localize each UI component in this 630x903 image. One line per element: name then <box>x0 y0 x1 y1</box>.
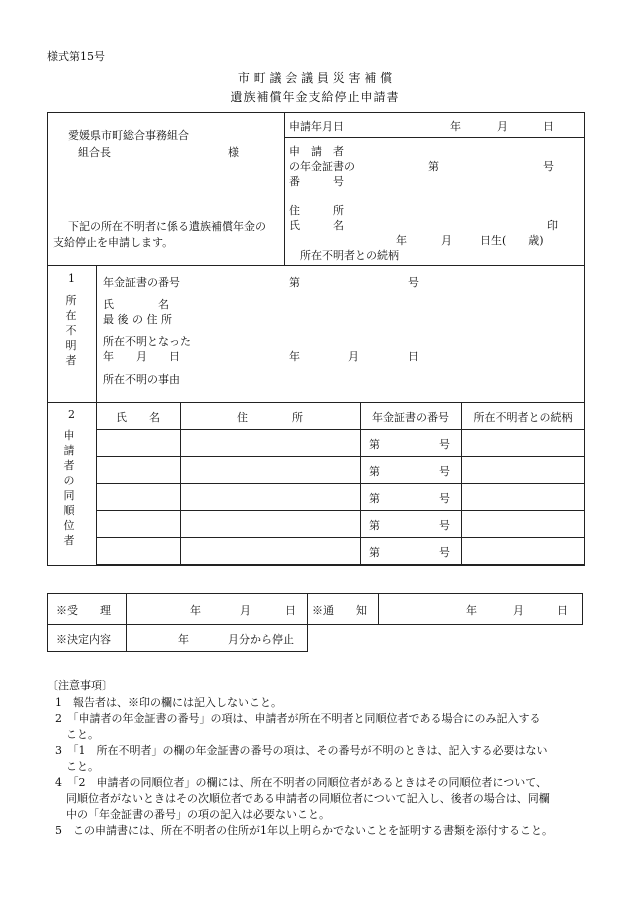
col-header-relation: 所在不明者との続柄 <box>473 411 573 424</box>
birth-year: 年 <box>396 234 407 247</box>
received-year: 年 <box>190 604 201 617</box>
row-dai: 第 <box>369 492 380 505</box>
row-dai: 第 <box>369 465 380 478</box>
received-month: 月 <box>240 604 251 617</box>
row-dai: 第 <box>369 546 380 559</box>
apply-month: 月 <box>497 120 508 133</box>
birth-month: 月 <box>441 234 452 247</box>
note-line: 4 「2 申請者の同順位者」の欄には、所在不明者の同順位者があるときはその同順位者について、 <box>55 776 548 789</box>
missing-address-label: 最 後 の 住 所 <box>103 313 172 326</box>
apply-year: 年 <box>450 120 461 133</box>
name-label: 氏 名 <box>289 219 344 232</box>
address-label: 住 所 <box>289 204 344 217</box>
divider <box>96 429 585 430</box>
applicant-go: 号 <box>543 160 554 173</box>
missing-date-label: 所在不明となった <box>103 335 191 348</box>
row-go: 号 <box>439 492 450 505</box>
addressee-org: 愛媛県市町総合事務組合 <box>68 129 189 142</box>
row-go: 号 <box>439 519 450 532</box>
col-header-pension: 年金証書の番号 <box>372 411 449 424</box>
request-text: 支給停止を申請します。 <box>53 236 174 249</box>
decision-year: 年 <box>178 633 189 646</box>
row-dai: 第 <box>369 438 380 451</box>
apply-date-label: 申請年月日 <box>289 120 344 133</box>
note-line: 2 「申請者の年金証書の番号」の項は、申請者が所在不明者と同順位者である場合にのみ記入する <box>55 712 541 725</box>
divider <box>96 510 585 511</box>
order-section-number: 2 <box>68 408 75 421</box>
divider <box>96 265 97 402</box>
missing-go: 号 <box>408 276 419 289</box>
note-line: こと。 <box>55 760 99 773</box>
note-line: 3 「1 所在不明者」の欄の年金証書の番号の項は、その番号が不明のときは、記入する必要はない <box>55 744 548 757</box>
missing-month: 月 <box>348 350 359 363</box>
title-line1: 市 町 議 会 議 員 災 害 補 償 <box>237 71 393 85</box>
divider <box>96 456 585 457</box>
missing-reason-label: 所在不明の事由 <box>103 373 180 386</box>
missing-name-label: 氏 名 <box>103 298 169 311</box>
divider <box>284 112 285 265</box>
col-header-address: 住 所 <box>237 411 303 424</box>
applicant-pension-label: の年金証書の <box>289 160 355 173</box>
apply-day: 日 <box>543 120 554 133</box>
note-line: 1 報告者は、※印の欄には記入しないこと。 <box>55 696 282 709</box>
addressee-title: 組合長 <box>78 146 111 159</box>
divider <box>378 593 379 625</box>
title-line2: 遺族補償年金支給停止申請書 <box>230 90 400 104</box>
notice-day: 日 <box>557 604 568 617</box>
row-go: 号 <box>439 465 450 478</box>
request-text: 下記の所在不明者に係る遺族補償年金の <box>68 220 266 233</box>
missing-date-label: 年 月 日 <box>103 350 180 363</box>
missing-year: 年 <box>289 350 300 363</box>
notice-month: 月 <box>513 604 524 617</box>
missing-section-number: 1 <box>68 272 75 285</box>
note-line: 5 この申請書には、所在不明者の住所が1年以上明らかでないことを証明する書類を添付すること。 <box>55 824 553 837</box>
applicant-pension-label: 番 号 <box>289 175 344 188</box>
notice-label: ※通 知 <box>312 604 367 617</box>
col-header-name: 氏 名 <box>116 411 160 424</box>
applicant-pension-label: 申 請 者 <box>289 145 344 158</box>
received-day: 日 <box>285 604 296 617</box>
applicant-dai: 第 <box>428 160 439 173</box>
order-section-label: 申請者の同順位者 <box>63 429 75 547</box>
divider <box>96 483 585 484</box>
row-go: 号 <box>439 546 450 559</box>
received-label: ※受 理 <box>56 604 111 617</box>
seal-mark: 印 <box>547 219 558 232</box>
decision-label: ※決定内容 <box>56 633 111 646</box>
row-go: 号 <box>439 438 450 451</box>
decision-month: 月分から停止 <box>228 633 294 646</box>
relation-label: 所在不明者との続柄 <box>300 249 399 262</box>
missing-section-label: 所在不明者 <box>65 294 77 367</box>
note-line: こと。 <box>55 728 99 741</box>
note-line: 同順位者がないときはその次順位者である申請者の同順位者について記入し、後者の場合は、同欄 <box>55 792 550 805</box>
notice-year: 年 <box>466 604 477 617</box>
divider <box>96 537 585 538</box>
row-dai: 第 <box>369 519 380 532</box>
form-number: 様式第15号 <box>47 50 105 63</box>
notes-heading: 〔注意事項〕 <box>47 679 113 692</box>
birth-day-age: 日生( 歳) <box>480 234 544 247</box>
addressee-sama: 様 <box>228 146 239 159</box>
missing-day: 日 <box>408 350 419 363</box>
divider <box>47 265 585 266</box>
missing-dai: 第 <box>289 276 300 289</box>
note-line: 中の「年金証書の番号」の項の記入は必要ないこと。 <box>55 808 330 821</box>
missing-pension-label: 年金証書の番号 <box>103 276 180 289</box>
divider <box>284 137 585 138</box>
